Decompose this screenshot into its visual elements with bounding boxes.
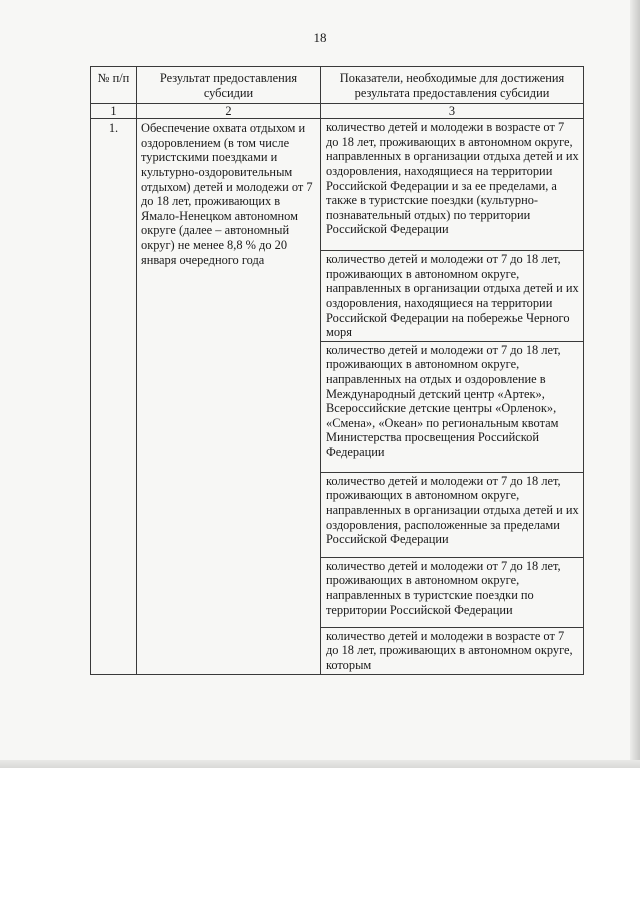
header-number: № п/п bbox=[91, 67, 137, 104]
table-row bbox=[91, 119, 584, 251]
header-indicators: Показатели, необходимые для достижения результата предоставления субсидии bbox=[321, 67, 584, 104]
row-index: 1. bbox=[91, 119, 137, 674]
header-result: Результат предоставления субсидии bbox=[137, 67, 321, 104]
column-number-3: 3 bbox=[321, 104, 584, 119]
column-number-1: 1 bbox=[91, 104, 137, 119]
scan-bottom-shadow bbox=[0, 760, 640, 768]
row-result-text: Обеспечение охвата отдыхом и оздоровлением (в том числе туристскими поездками и культурно-оздоровительным отдыхом) детей и молодежи от 7 до 18 лет, проживающих в Ямало-Ненецком автономном округе (далее – автономный округ) не менее 8,8 % до 20 января очередного года bbox=[137, 119, 321, 674]
indicator-cell: количество детей и молодежи от 7 до 18 лет, проживающих в автономном округе, направленных в туристские поездки по территории Российской Федерации bbox=[321, 557, 584, 627]
page-number: 18 bbox=[313, 30, 327, 45]
indicator-cell: количество детей и молодежи в возрасте от 7 до 18 лет, проживающих в автономном округе, направленных в организации отдыха детей и их оздоровления, находящиеся на территории Российской Федерации и за ее пределами, а также в туристские поездки (культурно-познавательный отдых) по территории Российской Федерации bbox=[321, 119, 584, 251]
table-header-row bbox=[91, 67, 584, 104]
scan-edge-shadow bbox=[630, 0, 640, 768]
indicator-cell: количество детей и молодежи от 7 до 18 лет, проживающих в автономном округе, направленных в организации отдыха детей и их оздоровления, расположенные за пределами Российской Федерации bbox=[321, 472, 584, 557]
subsidy-results-table bbox=[90, 66, 584, 675]
column-numbers-row bbox=[91, 104, 584, 119]
column-number-2: 2 bbox=[137, 104, 321, 119]
indicator-cell: количество детей и молодежи от 7 до 18 лет, проживающих в автономном округе, направленных в организации отдыха детей и их оздоровления, находящиеся на территории Российской Федерации на побережье Черного моря bbox=[321, 251, 584, 342]
indicator-cell: количество детей и молодежи от 7 до 18 лет, проживающих в автономном округе, направленных на отдых и оздоровление в Международный детский центр «Артек», Всероссийские детские центры «Орленок», «Смена», «Океан» по региональным квотам Министерства просвещения Российской Федерации bbox=[321, 341, 584, 472]
indicator-cell: количество детей и молодежи в возрасте от 7 до 18 лет, проживающих в автономном округе, которым bbox=[321, 627, 584, 674]
